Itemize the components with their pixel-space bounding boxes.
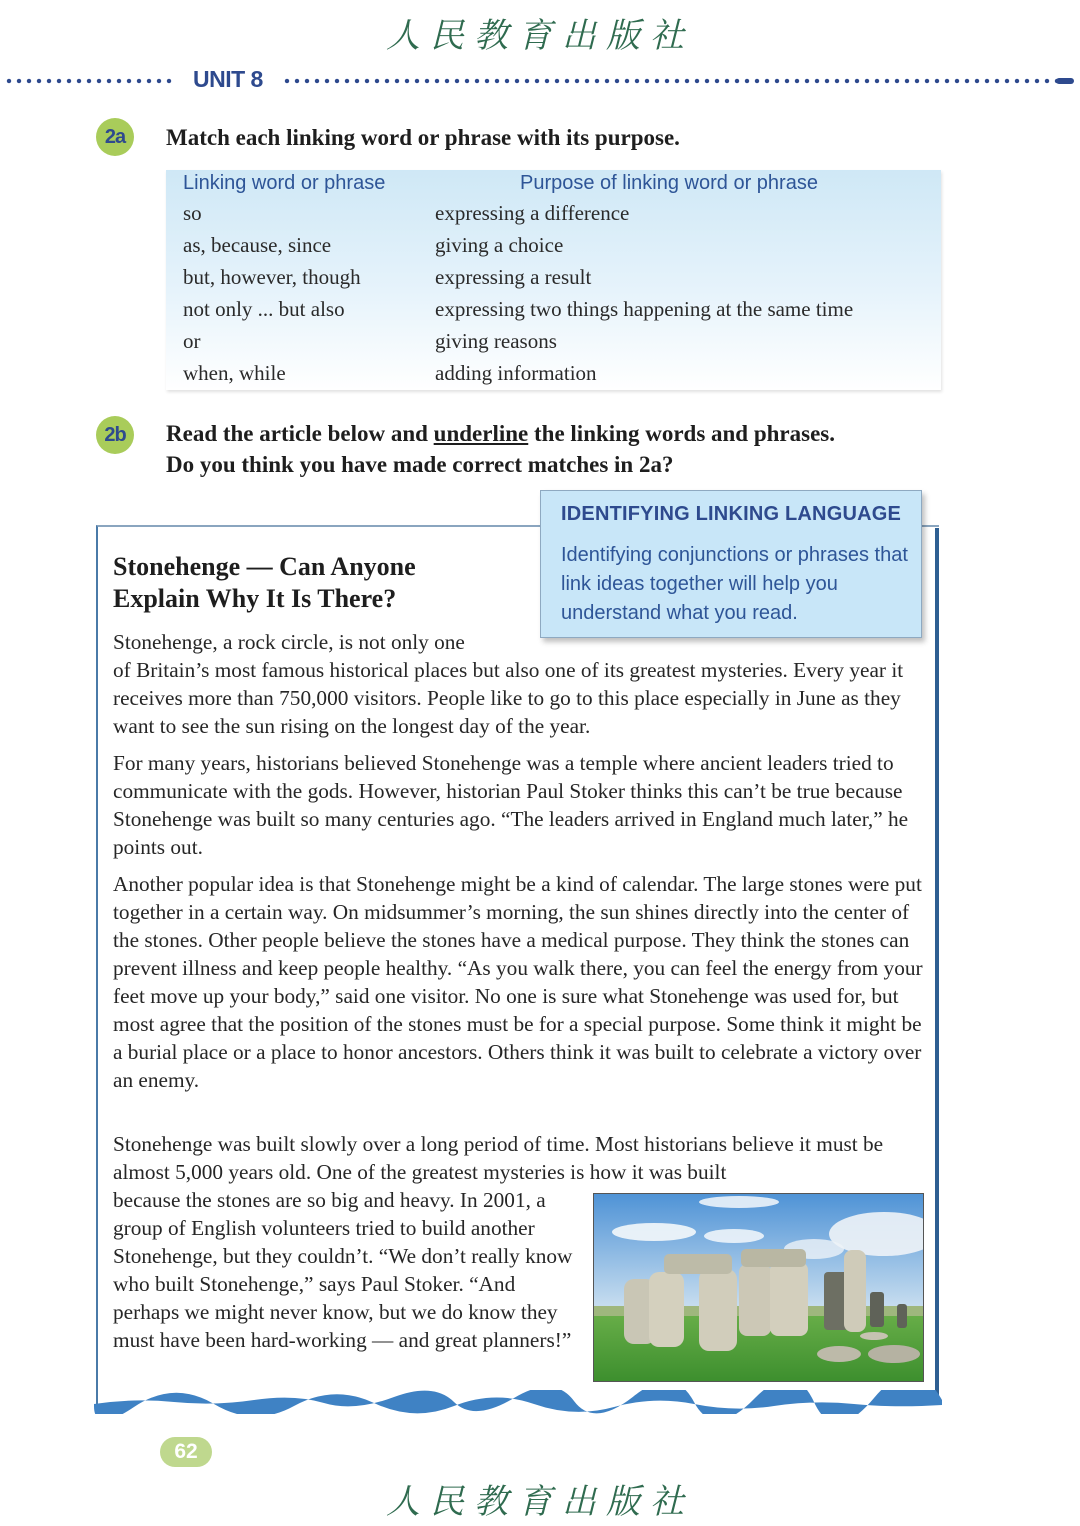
publisher-logo-bottom: 人民教育出版社: [386, 1482, 694, 1522]
unit-label: UNIT 8: [193, 66, 263, 92]
matching-table: [166, 170, 941, 390]
torn-paper-edge: [94, 1390, 942, 1414]
unit-header-bar: [0, 64, 1080, 98]
table-row: [166, 233, 941, 265]
linking-cell: so: [183, 201, 202, 225]
article-title: [113, 551, 416, 615]
table-row: [166, 297, 941, 329]
exercise-2a-instruction: Match each linking word or phrase with its purpose.: [166, 125, 680, 150]
publisher-logo-top: 人民教育出版社: [386, 16, 694, 56]
dotted-rule-end: [1056, 78, 1074, 84]
purpose-cell: adding information: [435, 361, 597, 385]
linking-cell: but, however, though: [183, 265, 361, 289]
stonehenge-image: [594, 1194, 923, 1381]
article-title-line1: Stonehenge — Can Anyone: [113, 552, 416, 581]
exercise-2b-instruction: [166, 418, 835, 480]
purpose-cell: expressing a result: [435, 265, 592, 289]
tip-callout: [540, 490, 922, 638]
paragraph-1-first-line: Stonehenge, a rock circle, is not only one: [113, 630, 465, 654]
instruction-text-line2: Do you think you have made correct matches in 2a?: [166, 452, 674, 477]
purpose-cell: giving a choice: [435, 233, 564, 257]
article-box-edge: [935, 528, 939, 1404]
dotted-rule-left: [4, 78, 176, 84]
table-row: [166, 201, 941, 233]
table-header-purpose: Purpose of linking word or phrase: [520, 172, 818, 194]
linking-cell: when, while: [183, 361, 286, 385]
callout-body: Identifying conjunctions or phrases that link ideas together will help you understand what you read.: [561, 544, 908, 624]
article-title-line2: Explain Why It Is There?: [113, 584, 397, 613]
instruction-underlined-word: underline: [433, 421, 529, 446]
table-row: [166, 265, 941, 297]
linking-cell: not only ... but also: [183, 297, 345, 321]
purpose-cell: expressing a difference: [435, 201, 630, 225]
stonehenge-photo: [593, 1193, 924, 1382]
instruction-text: Read the article below and: [166, 421, 434, 446]
article-paragraph-4-side: because the stones are so big and heavy. In 2001, a group of English volunteers tried to build another Stonehenge, but they couldn’t. “We don’t really know who built Stonehenge,” says Paul Stoker. “And perhaps we might never know, but we do know they must have been hard-working — and great planners!”: [113, 1188, 573, 1352]
exercise-badge-2a: 2a: [96, 118, 134, 156]
table-header-linking: Linking word or phrase: [183, 172, 386, 194]
instruction-text: the linking words and phrases.: [528, 421, 835, 446]
purpose-cell: giving reasons: [435, 329, 557, 353]
linking-cell: or: [183, 329, 201, 353]
article-paragraph-3: Another popular idea is that Stonehenge might be a kind of calendar. The large stones were put together in a certain way. On midsummer’s morning, the sun shines directly into the center of the stones. Other people believe the stones have a medical purpose. They think the stones can prevent illness and keep people healthy. “As you walk there, you can feel the energy from your feet move up your body,” said one visitor. No one is sure what Stonehenge was used for, but most agree that the position of the stones must be for a special purpose. Some think it might be a burial place or a place to honor ancestors. Others think it was built to celebrate a victory over an enemy.: [113, 872, 923, 1092]
exercise-badge-2b: 2b: [96, 416, 134, 454]
article-paragraph-4-top: Stonehenge was built slowly over a long period of time. Most historians believe it must be almost 5,000 years old. One of the greatest mysteries is how it was built: [113, 1132, 884, 1184]
article-paragraph-1: [113, 628, 923, 740]
callout-title: IDENTIFYING LINKING LANGUAGE: [561, 503, 902, 525]
linking-cell: as, because, since: [183, 233, 332, 257]
dotted-rule-right: [282, 78, 1058, 84]
page-number: 62: [160, 1437, 212, 1467]
purpose-cell: expressing two things happening at the same time: [435, 297, 854, 321]
table-row: [166, 329, 941, 361]
paragraph-1-rest: of Britain’s most famous historical places but also one of its greatest mysteries. Every year it receives more than 750,000 visitors. People like to go to this place especially in June as they want to see the sun rising on the longest day of the year.: [113, 658, 904, 738]
article-paragraph-2: For many years, historians believed Stonehenge was a temple where ancient leaders tried to communicate with the gods. However, historian Paul Stoker thinks this can’t be true because Stonehenge was built so many centuries ago. “The leaders arrived in England much later,” he points out.: [113, 751, 909, 859]
table-row: [166, 361, 941, 393]
